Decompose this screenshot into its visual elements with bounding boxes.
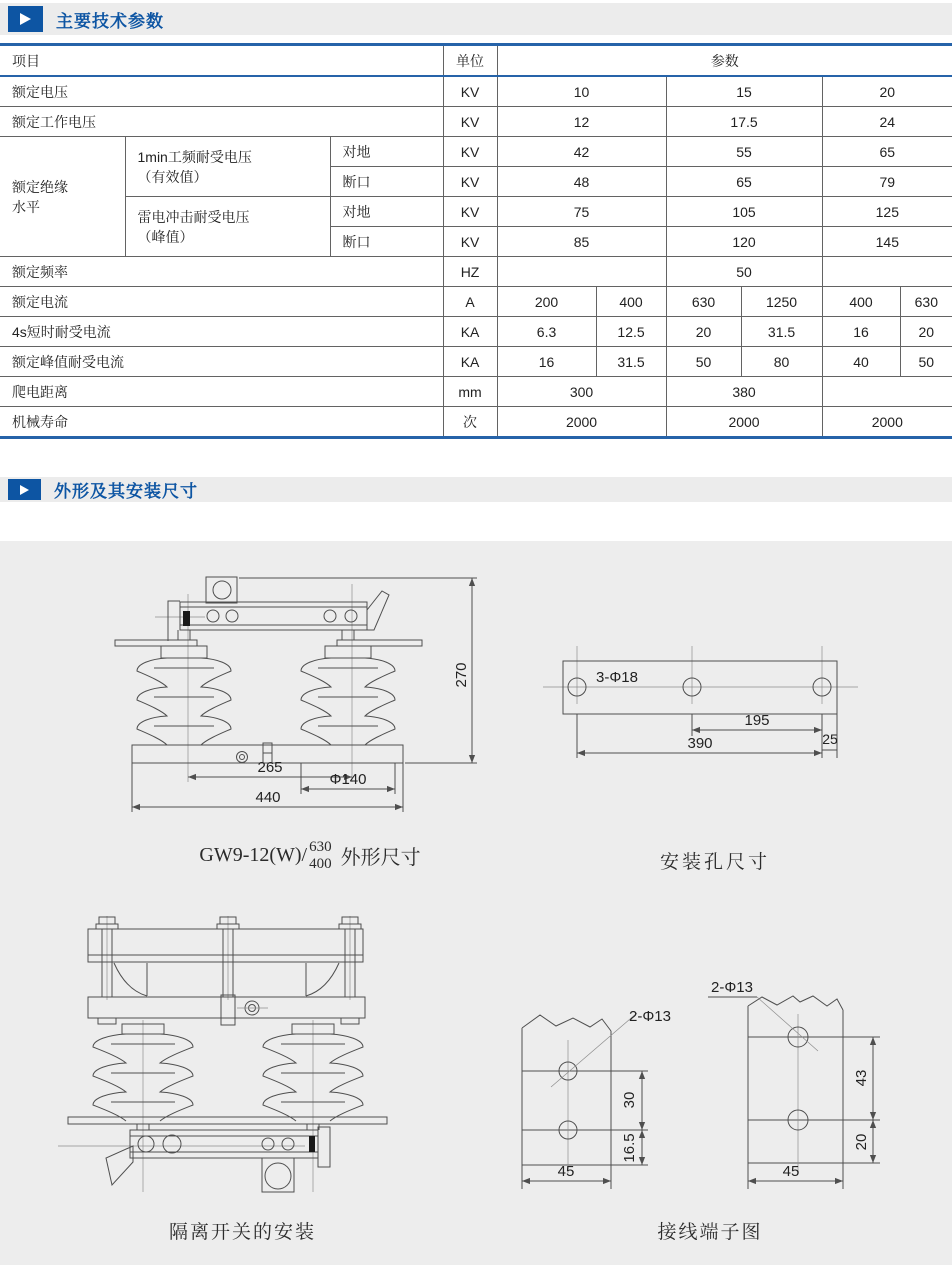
value-cell: 50 xyxy=(666,257,822,287)
play-triangle-icon xyxy=(20,485,29,495)
value-cell xyxy=(497,257,666,287)
value-cell: 79 xyxy=(822,167,952,197)
installation-caption: 隔离开关的安装 xyxy=(168,1222,316,1243)
value-cell: 630 xyxy=(666,287,741,317)
value-cell: 24 xyxy=(822,107,952,137)
value-cell: 16 xyxy=(497,347,596,377)
mounting-holes-caption: 安装孔尺寸 xyxy=(659,852,770,873)
unit-cell: KA xyxy=(443,317,497,347)
row-label: 额定频率 xyxy=(0,257,443,287)
dim-label: 2-Φ13 xyxy=(711,979,753,996)
col-header-item: 项目 xyxy=(0,45,443,77)
row-label: 额定电压 xyxy=(0,76,443,107)
caption-model: GW9-12(W)/ xyxy=(199,844,308,866)
section-banner-params xyxy=(0,3,952,35)
value-cell: 20 xyxy=(666,317,741,347)
unit-cell: 次 xyxy=(443,407,497,438)
banner-square xyxy=(8,479,41,500)
value-cell: 65 xyxy=(666,167,822,197)
section-title-outline: 外形及其安装尺寸 xyxy=(54,482,198,501)
value-cell: 50 xyxy=(900,347,952,377)
caption-fraction: 630 400 xyxy=(309,839,332,872)
row-label: 机械寿命 xyxy=(0,407,443,438)
value-cell: 1250 xyxy=(741,287,822,317)
dim-label: 440 xyxy=(255,789,281,806)
value-cell: 50 xyxy=(666,347,741,377)
banner-square xyxy=(8,6,43,32)
value-cell: 12 xyxy=(497,107,666,137)
section-title-params: 主要技术参数 xyxy=(56,11,164,31)
table-row xyxy=(0,107,952,137)
row-label: 4s短时耐受电流 xyxy=(0,317,443,347)
row-label-power-freq: 1min工频耐受电压 （有效值） xyxy=(125,137,330,197)
value-cell: 380 xyxy=(666,377,822,407)
outline-drawing xyxy=(90,560,500,845)
dim-label: 3-Φ18 xyxy=(596,669,638,686)
value-cell: 80 xyxy=(741,347,822,377)
value-cell: 20 xyxy=(822,76,952,107)
dim-label: 45 xyxy=(782,1163,800,1180)
value-cell: 2000 xyxy=(822,407,952,438)
table-header-row xyxy=(0,45,952,77)
installation-drawing xyxy=(55,915,470,1200)
value-cell: 15 xyxy=(666,76,822,107)
dim-label: 20 xyxy=(853,1133,870,1151)
unit-cell: KV xyxy=(443,137,497,167)
sub-label: 对地 xyxy=(330,197,443,227)
unit-cell: HZ xyxy=(443,257,497,287)
dim-label: 270 xyxy=(453,662,470,688)
col-header-param: 参数 xyxy=(497,45,952,77)
row-label: 额定峰值耐受电流 xyxy=(0,347,443,377)
section-banner-outline xyxy=(0,477,952,502)
dim-label: 43 xyxy=(853,1069,870,1087)
unit-cell: KA xyxy=(443,347,497,377)
value-cell: 200 xyxy=(497,287,596,317)
table-row xyxy=(0,257,952,287)
dim-label: 195 xyxy=(744,712,770,729)
dim-label: 30 xyxy=(621,1091,638,1109)
value-cell: 400 xyxy=(822,287,900,317)
terminal-caption: 接线端子图 xyxy=(657,1222,763,1243)
row-label: 额定电流 xyxy=(0,287,443,317)
value-cell: 630 xyxy=(900,287,952,317)
value-cell: 120 xyxy=(666,227,822,257)
mounting-holes-drawing xyxy=(530,630,952,790)
value-cell: 12.5 xyxy=(596,317,666,347)
value-cell: 10 xyxy=(497,76,666,107)
unit-cell: KV xyxy=(443,107,497,137)
value-cell: 75 xyxy=(497,197,666,227)
col-header-unit: 单位 xyxy=(443,45,497,77)
value-cell: 145 xyxy=(822,227,952,257)
value-cell: 6.3 xyxy=(497,317,596,347)
dim-label: 16.5 xyxy=(621,1133,638,1163)
value-cell: 55 xyxy=(666,137,822,167)
dim-label: 25 xyxy=(822,731,838,747)
value-cell: 65 xyxy=(822,137,952,167)
parameters-table xyxy=(0,43,952,439)
sub-label: 对地 xyxy=(330,137,443,167)
value-cell: 48 xyxy=(497,167,666,197)
value-cell: 400 xyxy=(596,287,666,317)
value-cell: 31.5 xyxy=(596,347,666,377)
value-cell xyxy=(822,257,952,287)
value-cell: 40 xyxy=(822,347,900,377)
play-triangle-icon xyxy=(20,13,31,25)
value-cell: 42 xyxy=(497,137,666,167)
table-row xyxy=(0,76,952,107)
unit-cell: KV xyxy=(443,167,497,197)
sub-label: 断口 xyxy=(330,167,443,197)
value-cell: 2000 xyxy=(497,407,666,438)
value-cell: 2000 xyxy=(666,407,822,438)
dim-label: 2-Φ13 xyxy=(629,1008,671,1025)
dim-label: 45 xyxy=(557,1163,575,1180)
row-label-lightning: 雷电冲击耐受电压 （峰值） xyxy=(125,197,330,257)
table-row xyxy=(0,287,952,317)
outline-drawing-caption xyxy=(120,839,500,872)
dim-label: 265 xyxy=(257,759,283,776)
dim-label: Φ140 xyxy=(329,771,367,788)
value-cell: 300 xyxy=(497,377,666,407)
row-label: 额定工作电压 xyxy=(0,107,443,137)
table-row xyxy=(0,407,952,438)
value-cell: 31.5 xyxy=(741,317,822,347)
table-row xyxy=(0,137,952,167)
row-label: 爬电距离 xyxy=(0,377,443,407)
dim-label: 390 xyxy=(687,735,713,752)
unit-cell: KV xyxy=(443,227,497,257)
unit-cell: A xyxy=(443,287,497,317)
value-cell: 20 xyxy=(900,317,952,347)
unit-cell: KV xyxy=(443,76,497,107)
value-cell: 105 xyxy=(666,197,822,227)
unit-cell: mm xyxy=(443,377,497,407)
terminal-drawing xyxy=(505,975,905,1197)
value-cell: 85 xyxy=(497,227,666,257)
row-label-insulation: 额定绝缘 水平 xyxy=(0,137,125,257)
value-cell xyxy=(822,377,952,407)
table-row xyxy=(0,317,952,347)
table-row xyxy=(0,197,952,227)
unit-cell: KV xyxy=(443,197,497,227)
caption-suffix: 外形尺寸 xyxy=(340,847,421,869)
value-cell: 125 xyxy=(822,197,952,227)
value-cell: 17.5 xyxy=(666,107,822,137)
value-cell: 16 xyxy=(822,317,900,347)
table-row xyxy=(0,347,952,377)
sub-label: 断口 xyxy=(330,227,443,257)
table-row xyxy=(0,377,952,407)
